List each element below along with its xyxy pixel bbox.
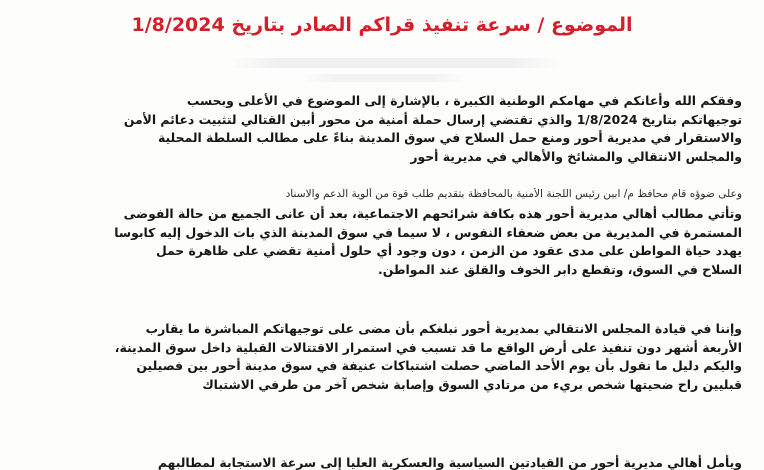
bleed-through-mark — [229, 58, 559, 68]
paragraph-line: المستمرة في المديرية من بعض ضعفاء النفوس ، لا سيما في سوق المدينة الذي بات الدخول إليه كابوسا — [114, 224, 742, 240]
paragraph-line: قبليين راح ضحيتها شخص بريء من مرتادي السوق وإصابة شخص آخر من طرفي الاشتباك — [202, 376, 742, 392]
paragraph-line: توجيهاتكم بتاريخ 1/8/2024 والذي تقتضي إرسال حملة أمنية من محور أبين القتالي لتثبيت دعائم الأمن — [123, 111, 742, 127]
paragraph-line: ويأمل أهالي مديرية أحور من القيادتين السياسية والعسكرية العليا إلى سرعة الاستجابة لمطالبهم — [157, 455, 742, 470]
paragraph-line: الأربعة أشهر دون تنفيذ على أرض الواقع ما قد تسبب في استمرار الاقتتالات القبلية داخل سوق المدينة، — [114, 339, 742, 355]
paragraph-line: واليكم دليل ما نقول بأن يوم الأحد الماضي حصلت اشتباكات عنيفة في سوق مدينة أحور بين فصيلين — [136, 358, 742, 373]
paragraph-4-partial — [22, 454, 742, 470]
note-line: وعلى ضوؤه قام محافظ م/ ابين رئيس اللجنة الأمنية بالمحافظة بتقديم طلب قوة من ألوية الدعم والاسناد — [285, 188, 742, 200]
paragraph-2 — [22, 205, 742, 279]
paragraph-line: يهدد حياة المواطن على مدى عقود من الزمن ، دون وجود أي حلول أمنية تقضي على ظاهرة حمل — [155, 243, 742, 258]
paragraph-line: والمجلس الانتقالي والمشائخ والأهالي في مديرية أحور — [410, 148, 742, 164]
paragraph-line: السلاح في السوق، وتقطع دابر الخوف والقلق عند المواطن. — [377, 261, 742, 277]
paragraph-line: وإننا في قيادة المجلس الانتقالي بمديرية أحور نبلغكم بأن مضى على توجيهاتكم المباشرة ما يقارب — [145, 321, 742, 336]
paragraph-line: وفقكم الله وأعانكم في مهامكم الوطنية الكبيرة ، بالإشارة إلى الموضوع في الأعلى وبحسب — [186, 93, 742, 108]
bleed-through-mark — [304, 74, 464, 82]
paragraph-line: وتأتي مطالب أهالي مديرية أحور هذه بكافة شرائحهم الاجتماعية، بعد أن عانى الجميع من حالة الفوضى — [123, 206, 742, 221]
paragraph-3 — [22, 320, 742, 394]
paragraph-1 — [22, 92, 742, 166]
document-subject: الموضوع / سرعة تنفيذ قراكم الصادر بتاريخ 1/8/2024 — [131, 14, 633, 36]
paragraph-line: والاستقرار في مديرية أحور ومنع حمل السلاح في سوق المدينة بناءً على مطالب السلطة المحلية — [157, 130, 742, 145]
